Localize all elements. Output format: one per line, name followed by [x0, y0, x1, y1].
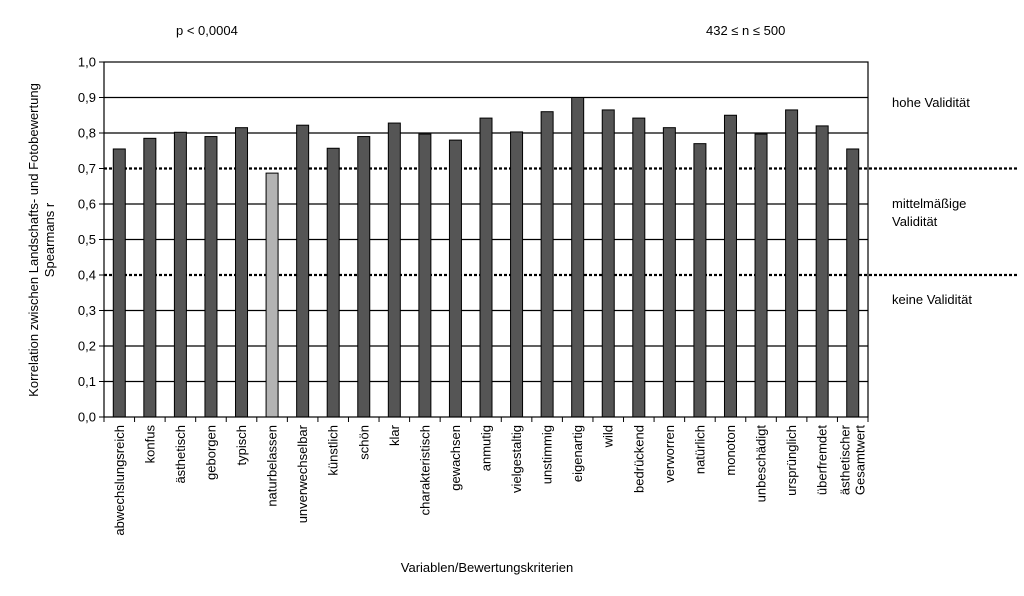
bar-natürlich	[694, 144, 706, 417]
y-tick-label: 1,0	[77, 54, 96, 70]
x-category-label: eigenartig	[570, 425, 586, 483]
x-axis-title: Variablen/Bewertungskriterien	[400, 560, 574, 575]
y-tick-label: 0,9	[77, 90, 96, 105]
bar-eigenartig	[572, 98, 584, 418]
x-category-label: unstimmig	[539, 425, 555, 485]
x-category-label: Gesamtwert	[852, 425, 868, 496]
bar-konfus	[144, 138, 156, 417]
zone-label-medium-line1: mittelmäßige	[892, 196, 967, 211]
bar-abwechslungsreich	[113, 149, 125, 417]
y-axis-title-line2: Spearmans r	[42, 202, 57, 278]
x-category-label: gewachsen	[447, 425, 463, 491]
x-category-label: verworren	[661, 425, 677, 483]
x-category-label: anmutig	[478, 425, 494, 472]
x-category-label: klar	[386, 425, 402, 446]
bar-anmutig	[480, 118, 492, 417]
zone-label-high: hohe Validität	[892, 95, 970, 110]
bar-unverwechselbar	[297, 125, 309, 417]
x-category-label: bedrückend	[631, 425, 647, 493]
x-category-label: naturbelassen	[264, 425, 280, 507]
y-tick-label: 0,0	[77, 409, 96, 425]
x-category-label: charakteristisch	[417, 425, 433, 516]
bar-bedrückend	[633, 118, 645, 417]
x-category-label: unbeschädigt	[753, 425, 769, 503]
bar-ursprünglich	[786, 110, 798, 417]
bar-verworren	[663, 128, 675, 417]
bar-monoton	[724, 115, 736, 417]
y-tick-label: 0,6	[77, 196, 96, 212]
n-range-annotation: 432 ≤ n ≤ 500	[706, 23, 786, 38]
bar-geborgen	[205, 137, 217, 417]
bar-ästhetischer-Gesamtwert	[847, 149, 859, 417]
bar-vielgestaltig	[511, 132, 523, 417]
x-category-label: ästhetisch	[172, 425, 188, 484]
bar-typisch	[236, 128, 248, 417]
zone-label-medium-line2: Validität	[892, 214, 938, 229]
bar-unbeschädigt	[755, 134, 767, 417]
bar-ästhetisch	[174, 132, 186, 417]
y-axis-ticks	[78, 55, 104, 425]
bar-wild	[602, 110, 614, 417]
bar-gewachsen	[449, 140, 461, 417]
x-category-label: unverwechselbar	[295, 425, 311, 524]
bar-schön	[358, 137, 370, 417]
x-category-label: geborgen	[203, 425, 219, 480]
x-category-label: konfus	[142, 425, 158, 464]
y-tick-label: 0,1	[77, 374, 96, 389]
bar-unstimmig	[541, 112, 553, 417]
bar-klar	[388, 123, 400, 417]
x-category-label: vielgestaltig	[509, 425, 525, 493]
y-tick-label: 0,5	[77, 232, 96, 247]
x-category-label: ursprünglich	[784, 425, 800, 496]
y-tick-label: 0,7	[77, 161, 96, 176]
bar-überfremdet	[816, 126, 828, 417]
x-category-label: überfremdet	[814, 425, 830, 496]
y-tick-label: 0,8	[77, 125, 96, 141]
y-tick-label: 0,3	[77, 303, 96, 318]
y-tick-label: 0,2	[77, 338, 96, 354]
x-category-label: typisch	[234, 425, 250, 466]
x-category-label: wild	[600, 425, 616, 448]
x-category-label: abwechslungsreich	[111, 425, 127, 536]
x-axis-category-labels	[104, 417, 868, 536]
x-category-label: monoton	[722, 425, 738, 476]
bar-naturbelassen	[266, 173, 278, 417]
x-category-label: künstlich	[325, 425, 341, 476]
x-category-label: ästhetischer	[837, 425, 853, 496]
zone-label-none: keine Validität	[892, 292, 972, 307]
x-category-label: schön	[356, 425, 372, 460]
bar-charakteristisch	[419, 134, 431, 417]
y-tick-label: 0,4	[77, 267, 96, 283]
bar-künstlich	[327, 148, 339, 417]
p-value-annotation: p < 0,0004	[176, 23, 238, 38]
y-axis-title-line1: Korrelation zwischen Landschafts- und Fotobewertung	[26, 83, 41, 397]
x-category-label: natürlich	[692, 425, 708, 475]
bars	[113, 98, 858, 418]
